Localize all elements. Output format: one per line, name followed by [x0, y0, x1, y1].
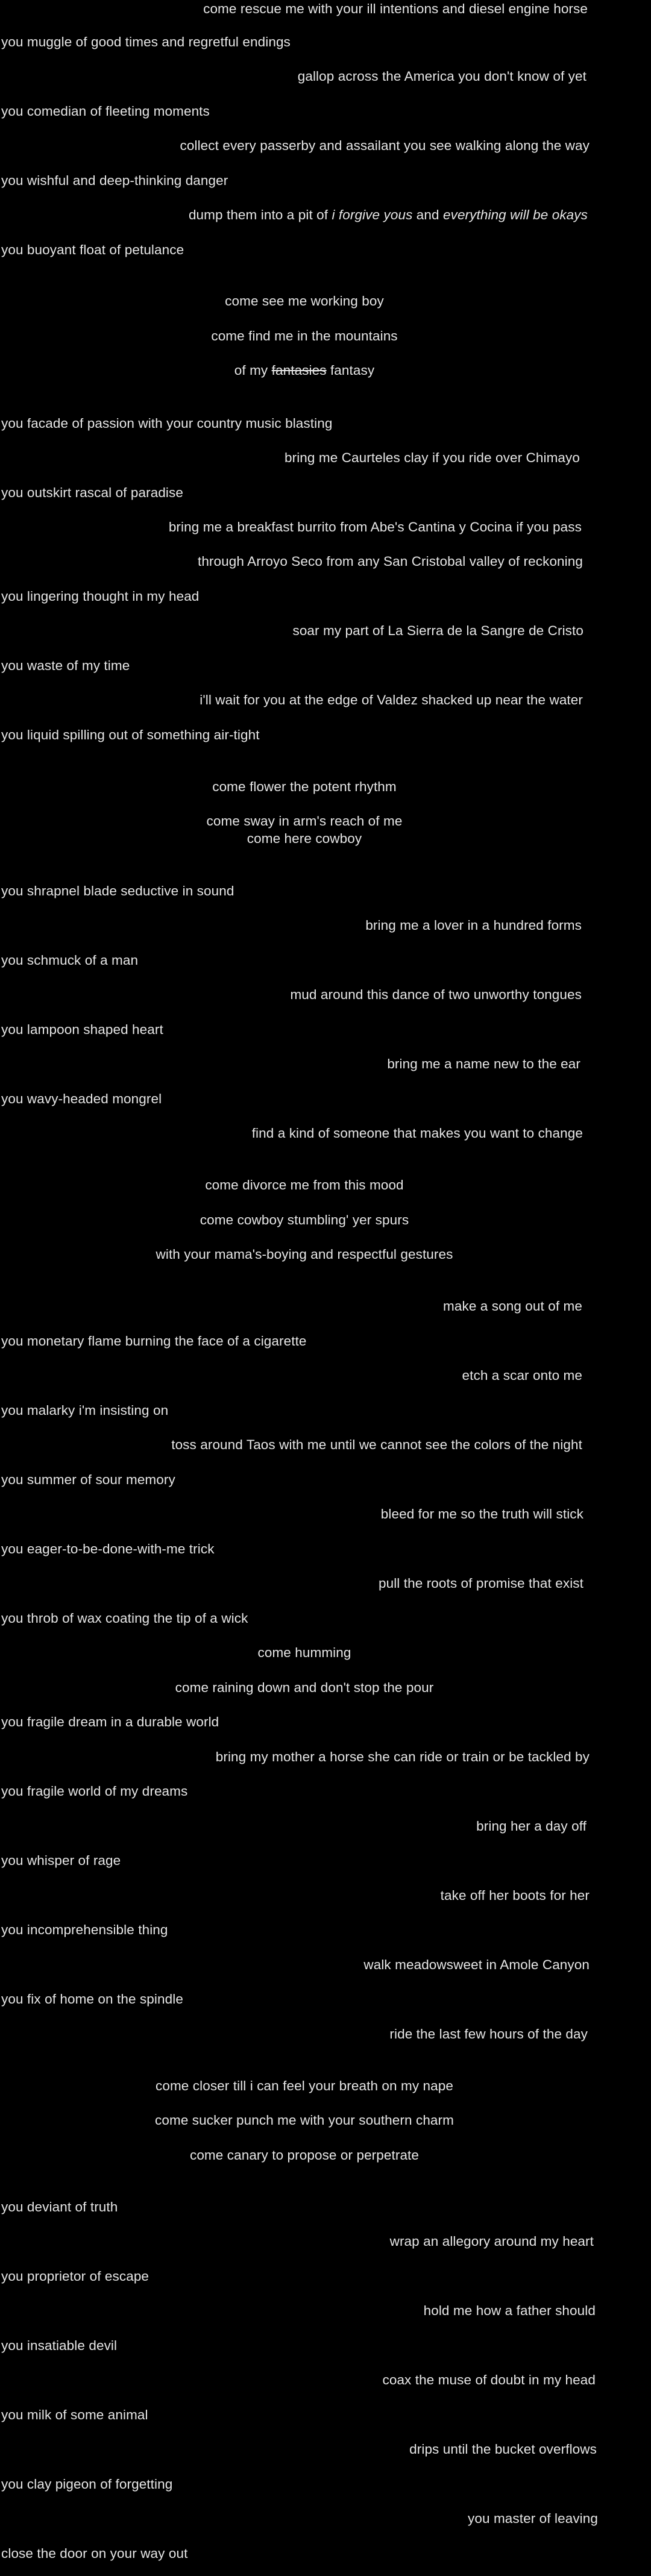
- poem-line: bleed for me so the truth will stick: [380, 1506, 583, 1521]
- poem-line: come canary to propose or perpetrate: [189, 2148, 420, 2163]
- poem-line: you throb of wax coating the tip of a wick: [1, 1611, 248, 1626]
- poem-line: come sway in arm's reach of me: [206, 813, 403, 829]
- poem-line: you wavy-headed mongrel: [1, 1091, 162, 1106]
- poem-line: you malarky i'm insisting on: [1, 1403, 169, 1418]
- poem-line: dump them into a pit of i forgive yous and everything will be okays: [188, 207, 588, 222]
- poem-line: come flower the potent rhythm: [212, 779, 397, 794]
- poem-line: of my fantasies fantasy: [234, 363, 375, 378]
- poem-line: you incomprehensible thing: [1, 1922, 168, 1937]
- poem-line: you whisper of rage: [1, 1853, 121, 1868]
- poem-line: you fragile dream in a durable world: [1, 1714, 219, 1729]
- poem-line: bring me a lover in a hundred forms: [365, 918, 582, 933]
- poem-line: you comedian of fleeting moments: [1, 104, 210, 119]
- poem-line: come sucker punch me with your southern charm: [155, 2113, 454, 2128]
- poem-line: come find me in the mountains: [211, 328, 398, 343]
- poem-line: you facade of passion with your country music blasting: [1, 416, 333, 431]
- poem-line: you shrapnel blade seductive in sound: [1, 883, 234, 898]
- poem-line: mud around this dance of two unworthy tongues: [290, 987, 582, 1002]
- poem-line: you monetary flame burning the face of a cigarette: [1, 1333, 307, 1349]
- poem-line: you liquid spilling out of something air-tight: [1, 727, 260, 742]
- poem-line: you lampoon shaped heart: [1, 1022, 163, 1037]
- poem-line: you clay pigeon of forgetting: [1, 2477, 173, 2492]
- poem-line: you proprietor of escape: [1, 2269, 149, 2284]
- poem-line: through Arroyo Seco from any San Cristobal valley of reckoning: [197, 554, 583, 569]
- poem-line: you milk of some animal: [1, 2407, 148, 2422]
- poem-line: you deviant of truth: [1, 2199, 118, 2214]
- poem-line: come cowboy stumbling' yer spurs: [200, 1212, 409, 1227]
- poem-line: with your mama's-boying and respectful gestures: [156, 1247, 453, 1262]
- poem-line: come raining down and don't stop the pour: [175, 1680, 434, 1695]
- poem-line: hold me how a father should: [423, 2303, 596, 2318]
- poem-line: find a kind of someone that makes you want to change: [251, 1126, 583, 1141]
- struck-word: fantasies: [271, 363, 327, 378]
- poem-line: you eager-to-be-done-with-me trick: [1, 1541, 215, 1556]
- poem-line: you lingering thought in my head: [1, 589, 200, 604]
- poem-line: i'll wait for you at the edge of Valdez shacked up near the water: [200, 692, 583, 707]
- poem-line: ride the last few hours of the day: [389, 2026, 588, 2042]
- poem-line: come humming: [257, 1645, 351, 1660]
- poem-line: come rescue me with your ill intentions and diesel engine horse: [203, 1, 588, 16]
- poem-line: close the door on your way out: [1, 2546, 188, 2561]
- poem-line: gallop across the America you don't know of yet: [297, 69, 587, 84]
- poem-line: come here cowboy: [247, 831, 362, 846]
- poem-line: walk meadowsweet in Amole Canyon: [363, 1957, 590, 1972]
- poem-line: bring me Caurteles clay if you ride over Chimayo: [285, 450, 580, 465]
- poem-line: you summer of sour memory: [1, 1472, 175, 1487]
- poem-line: you outskirt rascal of paradise: [1, 485, 183, 500]
- poem-line: wrap an allegory around my heart: [389, 2234, 594, 2249]
- poem-line: bring her a day off: [476, 1819, 587, 1834]
- poem-line: come see me working boy: [225, 293, 384, 309]
- poem-line: drips until the bucket overflows: [409, 2442, 597, 2457]
- poem-line: you fix of home on the spindle: [1, 1992, 183, 2007]
- poem-line: toss around Taos with me until we cannot see the colors of the night: [171, 1437, 582, 1452]
- poem-line: pull the roots of promise that exist: [378, 1576, 583, 1591]
- poem-line: soar my part of La Sierra de la Sangre de Cristo: [292, 623, 583, 638]
- poem-line: you master of leaving: [468, 2511, 598, 2526]
- poem-line: make a song out of me: [443, 1299, 582, 1314]
- poem-line: coax the muse of doubt in my head: [382, 2372, 596, 2387]
- poem-line: bring my mother a horse she can ride or train or be tackled by: [215, 1749, 590, 1764]
- poem-line: collect every passerby and assailant you see walking along the way: [180, 138, 590, 153]
- poem-line: come closer till i can feel your breath on my nape: [156, 2078, 453, 2093]
- poem-line: you muggle of good times and regretful endings: [1, 34, 291, 49]
- poem-line: you insatiable devil: [1, 2338, 118, 2353]
- poem-line: you buoyant float of petulance: [1, 242, 184, 257]
- poem-line: you fragile world of my dreams: [1, 1784, 188, 1799]
- poem-line: bring me a name new to the ear: [387, 1056, 580, 1071]
- poem-line: come divorce me from this mood: [205, 1177, 404, 1192]
- poem-line: you schmuck of a man: [1, 953, 139, 968]
- poem-line: bring me a breakfast burrito from Abe's Cantina y Cocina if you pass: [168, 519, 582, 534]
- poem-line: you wishful and deep-thinking danger: [1, 173, 228, 188]
- poem-line: etch a scar onto me: [462, 1368, 582, 1383]
- poem-line: take off her boots for her: [440, 1888, 590, 1903]
- poem-line: you waste of my time: [1, 658, 130, 673]
